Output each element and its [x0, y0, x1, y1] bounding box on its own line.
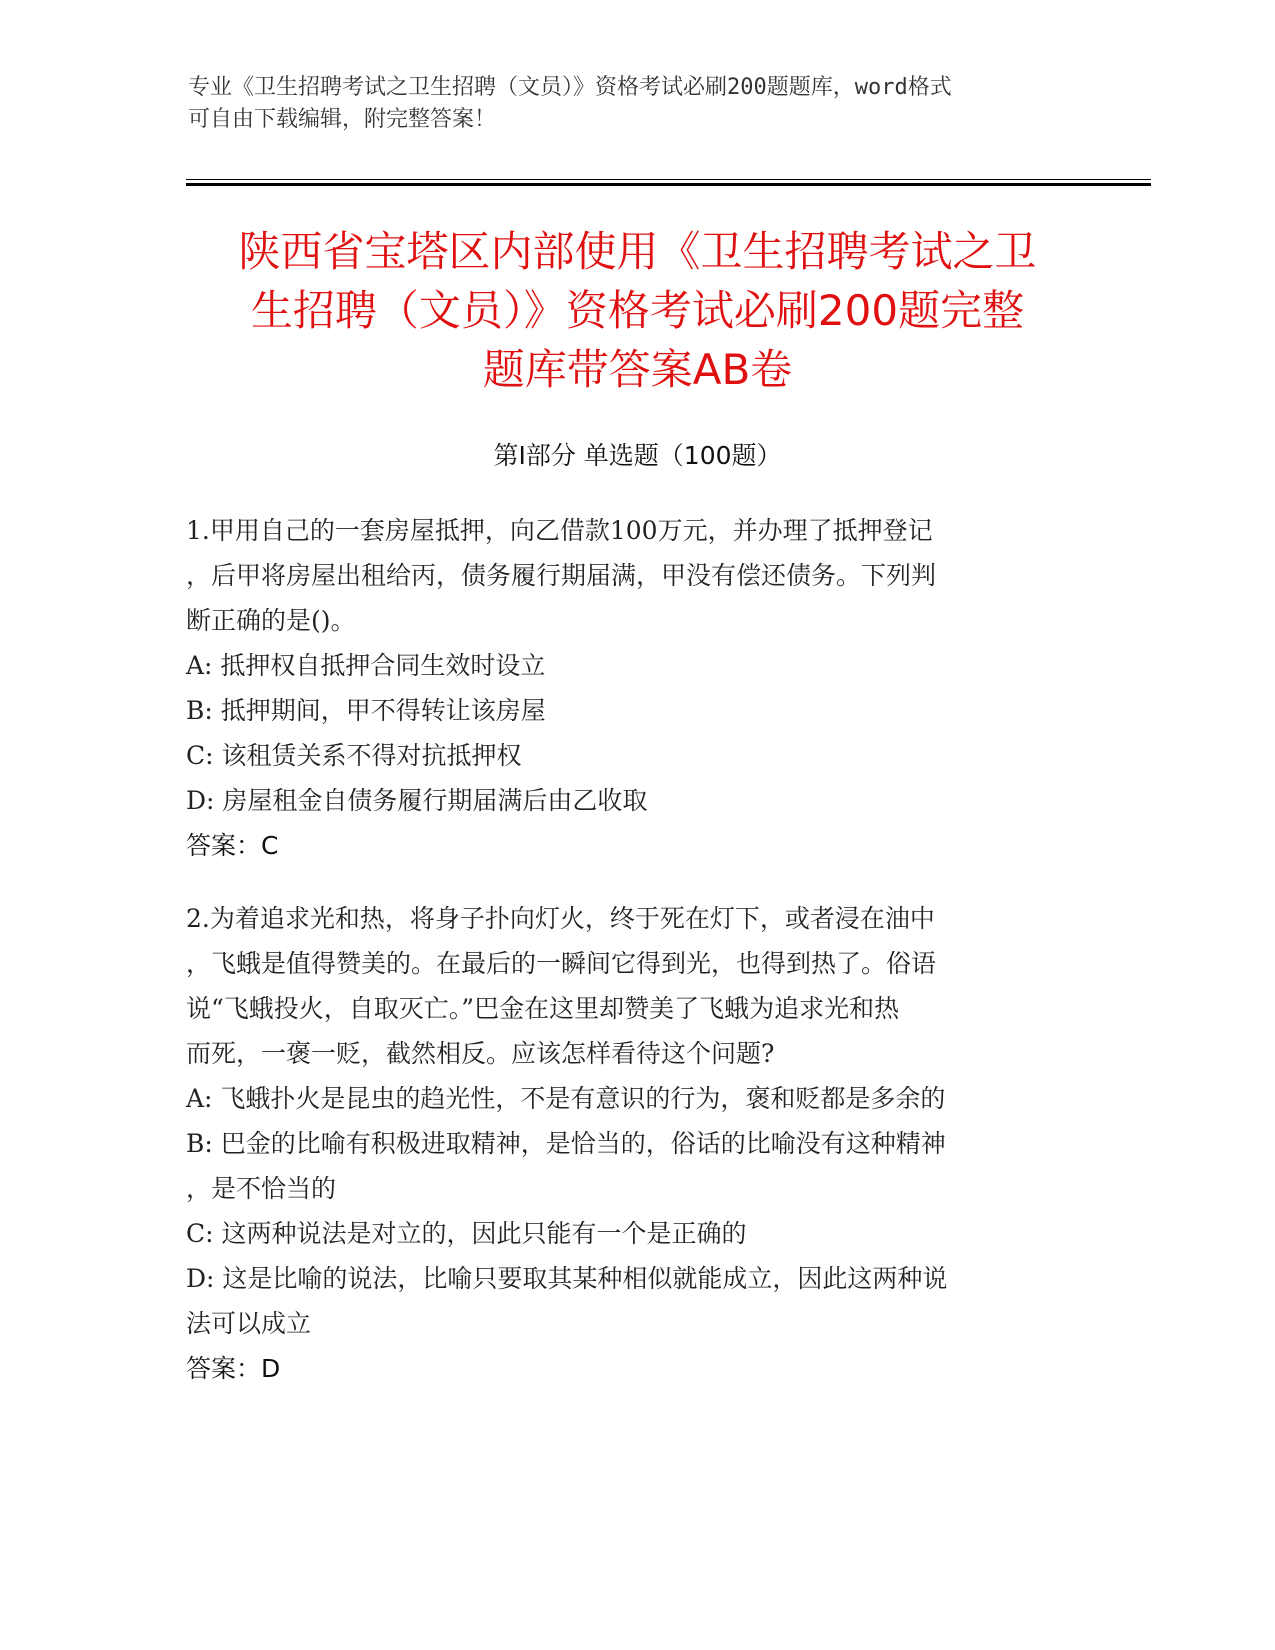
question-1-option-d: D: 房屋租金自债务履行期届满后由乙收取 [186, 786, 648, 815]
question-2-option-b-continued: ，是不恰当的 [186, 1174, 337, 1203]
question-1-stem-line: 1.甲用自己的一套房屋抵押，向乙借款100万元，并办理了抵押登记 [186, 516, 933, 545]
document-title-line-1: 陕西省宝塔区内部使用《卫生招聘考试之卫 [238, 227, 1037, 276]
section-title: 第Ⅰ部分 单选题（100题） [493, 441, 782, 470]
document-title [190, 222, 1085, 399]
question-1-option-b: B: 抵押期间，甲不得转让该房屋 [186, 696, 546, 725]
header-divider-thin [186, 179, 1151, 180]
question-2-option-a: A: 飞蛾扑火是昆虫的趋光性，不是有意识的行为，褒和贬都是多余的 [186, 1084, 946, 1113]
question-1 [186, 508, 1066, 868]
question-1-stem-line: ，后甲将房屋出租给丙，债务履行期届满，甲没有偿还债务。下列判 [186, 561, 937, 590]
question-2-stem-line: 而死，一褒一贬，截然相反。应该怎样看待这个问题? [186, 1039, 775, 1068]
header-note-line-1: 专业《卫生招聘考试之卫生招聘（文员）》资格考试必刷200题题库，word格式 [188, 75, 952, 100]
header-note-line-2: 可自由下载编辑，附完整答案！ [188, 107, 497, 132]
document-title-line-3: 题库带答案AB卷 [482, 345, 793, 394]
question-2-stem-line: 2.为着追求光和热，将身子扑向灯火，终于死在灯下，或者浸在油中 [186, 904, 935, 933]
header-divider-thick [186, 183, 1151, 186]
question-1-answer: 答案：C [186, 831, 279, 860]
question-1-stem-line: 断正确的是()。 [186, 606, 356, 635]
document-title-line-2: 生招聘（文员）》资格考试必刷200题完整 [250, 286, 1025, 335]
question-2-option-b: B: 巴金的比喻有积极进取精神，是恰当的，俗话的比喻没有这种精神 [186, 1129, 946, 1158]
question-2-option-d-continued: 法可以成立 [186, 1309, 312, 1338]
question-2-option-d: D: 这是比喻的说法，比喻只要取其某种相似就能成立，因此这两种说 [186, 1264, 948, 1293]
question-1-option-c: C: 该租赁关系不得对抗抵押权 [186, 741, 522, 770]
question-1-option-a: A: 抵押权自抵押合同生效时设立 [186, 651, 546, 680]
question-2 [186, 896, 1066, 1391]
question-2-stem-line: ，飞蛾是值得赞美的。在最后的一瞬间它得到光，也得到热了。俗语 [186, 949, 937, 978]
question-2-option-c: C: 这两种说法是对立的，因此只能有一个是正确的 [186, 1219, 747, 1248]
header-note [188, 72, 1068, 136]
question-2-answer: 答案：D [186, 1354, 281, 1383]
question-2-stem-line: 说“飞蛾投火，自取灭亡。”巴金在这里却赞美了飞蛾为追求光和热 [186, 994, 900, 1023]
